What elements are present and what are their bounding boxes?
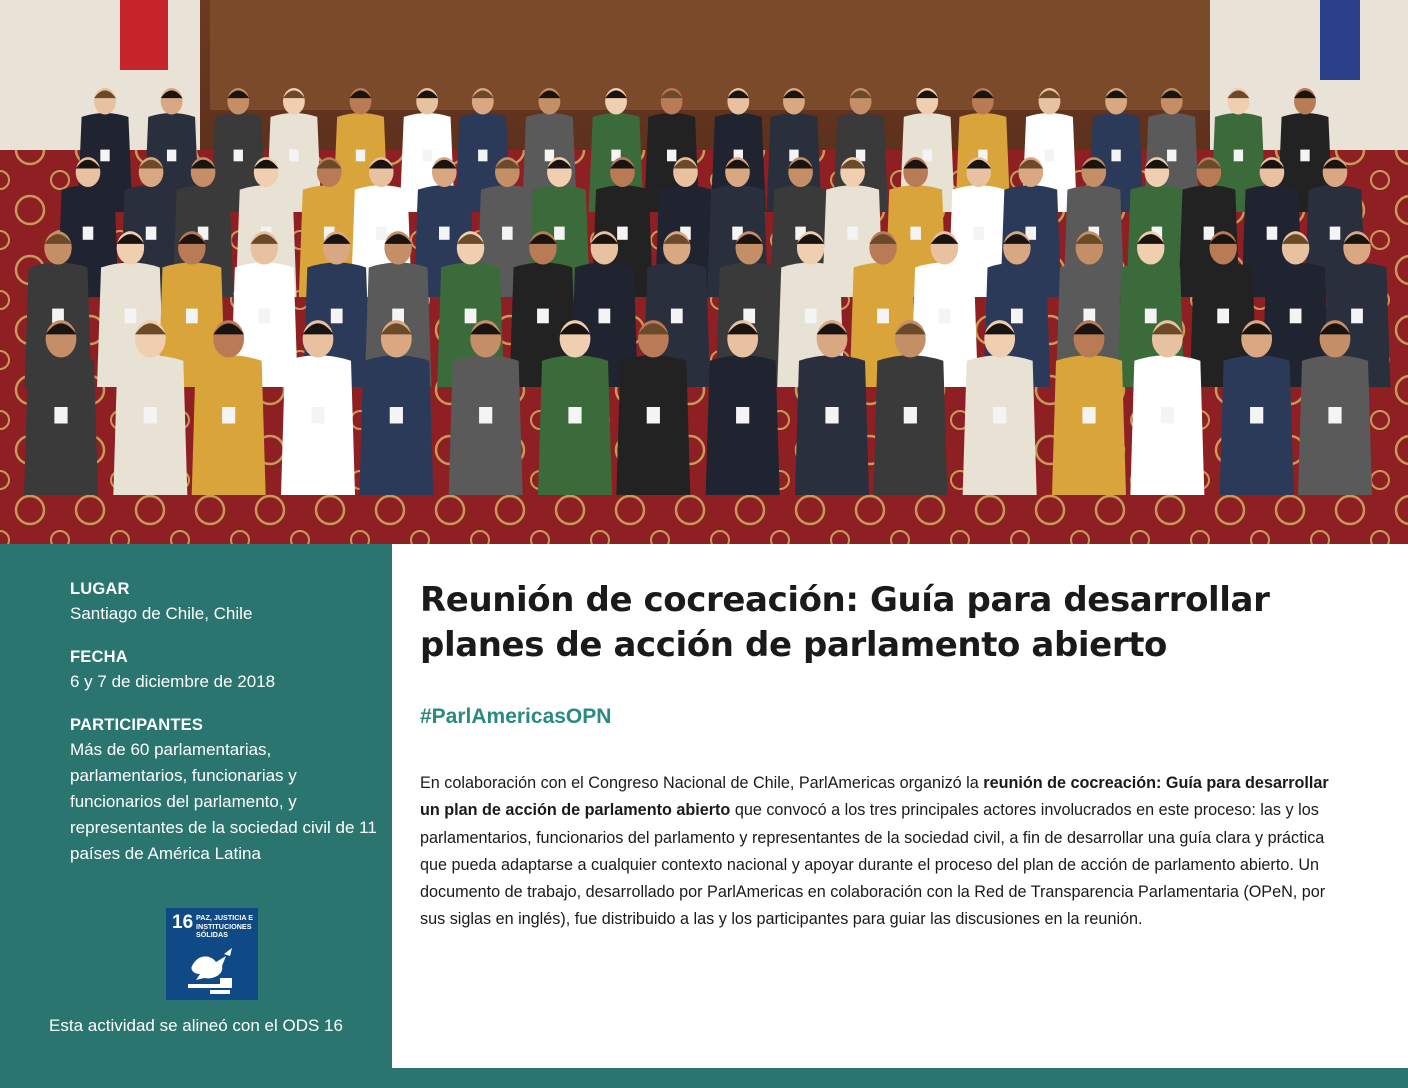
sdg-caption: Esta actividad se alineó con el ODS 16: [49, 1016, 343, 1035]
lanyard-badge: [910, 227, 921, 240]
location-value: Santiago de Chile, Chile: [70, 604, 253, 623]
lanyard-badge: [54, 407, 67, 424]
participants-block: [70, 714, 377, 867]
person-body: [192, 355, 266, 495]
date-value: 6 y 7 de diciembre de 2018: [70, 672, 276, 691]
dove-gavel-icon: [180, 944, 244, 996]
lanyard-badge: [390, 407, 403, 424]
lanyard-badge: [671, 309, 683, 324]
lanyard-badge: [923, 150, 932, 162]
lanyard-badge: [422, 150, 431, 162]
lanyard-badge: [439, 227, 450, 240]
body-intro: En colaboración con el Congreso Nacional de Chile, ParlAmericas organizó la: [420, 774, 984, 792]
person-body: [616, 355, 690, 495]
lanyard-badge: [1167, 150, 1176, 162]
main-content: [392, 544, 1408, 1068]
lanyard-badge: [1351, 309, 1363, 324]
person-body: [113, 355, 187, 495]
lanyard-badge: [289, 150, 298, 162]
page-title: Reunión de cocreación: Guía para desarrollar planes de acción de parlamento abierto: [420, 580, 1270, 665]
lanyard-badge: [877, 309, 889, 324]
lanyard-badge: [554, 227, 565, 240]
person-body: [873, 355, 947, 495]
lanyard-badge: [1161, 407, 1174, 424]
person-body: [24, 355, 98, 495]
footer-bar: [392, 1068, 1408, 1088]
participants-value: Más de 60 parlamentarias, parlamentarios, funcionarias y funcionarios del parlamento, y representantes de la sociedad civil de 11 países de América Latina: [70, 740, 377, 863]
person-body: [1220, 355, 1294, 495]
lanyard-badge: [1300, 150, 1309, 162]
lanyard-badge: [825, 407, 838, 424]
lanyard-badge: [993, 407, 1006, 424]
lanyard-badge: [502, 227, 513, 240]
event-info-sidebar: [0, 544, 392, 1088]
lanyard-badge: [167, 150, 176, 162]
location-block: [70, 578, 372, 627]
lanyard-badge: [568, 407, 581, 424]
person-body: [706, 355, 780, 495]
person-body: [795, 355, 869, 495]
lanyard-badge: [537, 309, 549, 324]
lanyard-badge: [1234, 150, 1243, 162]
lanyard-badge: [234, 150, 243, 162]
lanyard-badge: [1267, 227, 1278, 240]
lanyard-badge: [465, 309, 477, 324]
lanyard-badge: [1145, 309, 1157, 324]
lanyard-badge: [479, 407, 492, 424]
person-body: [538, 355, 612, 495]
lanyard-badge: [617, 227, 628, 240]
lanyard-badge: [125, 309, 137, 324]
date-block: [70, 646, 372, 695]
lanyard-badge: [1330, 227, 1341, 240]
lanyard-badge: [376, 227, 387, 240]
lanyard-badge: [356, 150, 365, 162]
sdg-number: 16: [172, 912, 194, 933]
body-rest: que convocó a los tres principales actores involucrados en este proceso: las y los parlamentarios, funcionarios del parlamento y representantes de la sociedad civil, a fin de desarrollar una guía clara y práctica que pueda adaptarse a cualquier contexto nacional y apoyar durante el proceso del plan de acción de parlamento abierto. Un documento de trabajo, desarrollado por ParlAmericas en colaboración con la Red de Transparencia Parlamentaria (OPeN, por sus siglas en inglés), fue distribuido a las y los participantes para guiar las discusiones en la reunión.: [420, 801, 1326, 929]
lanyard-badge: [847, 227, 858, 240]
hashtag-link[interactable]: #ParlAmericasOPN: [420, 705, 612, 728]
lanyard-badge: [1045, 150, 1054, 162]
lanyard-badge: [1250, 407, 1263, 424]
lanyard-badge: [186, 309, 198, 324]
lanyard-badge: [939, 309, 951, 324]
lanyard-badge: [904, 407, 917, 424]
sdg-16-badge: [166, 908, 258, 1000]
person-body: [1052, 355, 1126, 495]
person-body: [1298, 355, 1372, 495]
lanyard-badge: [83, 227, 94, 240]
lanyard-badge: [1111, 150, 1120, 162]
participants-heading: PARTICIPANTES: [70, 716, 204, 734]
lanyard-badge: [647, 407, 660, 424]
lanyard-badge: [1217, 309, 1229, 324]
lanyard-badge: [144, 407, 157, 424]
lanyard-badge: [1011, 309, 1023, 324]
lanyard-badge: [805, 309, 817, 324]
lanyard-badge: [331, 309, 343, 324]
person-body: [1130, 355, 1204, 495]
lanyard-badge: [222, 407, 235, 424]
lanyard-badge: [598, 309, 610, 324]
lanyard-badge: [478, 150, 487, 162]
body-bold-event-name: reunión de cocreación: Guía para desarrollar un plan de acción de parlamento abierto: [420, 774, 1329, 820]
location-heading: LUGAR: [70, 580, 130, 598]
sdg-label: PAZ, JUSTICIA E INSTITUCIONES SÓLIDAS: [196, 913, 254, 940]
person-body: [449, 355, 523, 495]
date-heading: FECHA: [70, 648, 128, 666]
lanyard-badge: [258, 309, 270, 324]
lanyard-badge: [146, 227, 157, 240]
lanyard-badge: [736, 407, 749, 424]
lanyard-badge: [1082, 407, 1095, 424]
person-body: [359, 355, 433, 495]
lanyard-badge: [973, 227, 984, 240]
lanyard-badge: [1328, 407, 1341, 424]
lanyard-badge: [667, 150, 676, 162]
body-paragraph: [420, 770, 1338, 934]
lanyard-badge: [100, 150, 109, 162]
person-body: [281, 355, 355, 495]
lanyard-badge: [311, 407, 324, 424]
person-body: [963, 355, 1037, 495]
lanyard-badge: [1290, 309, 1302, 324]
